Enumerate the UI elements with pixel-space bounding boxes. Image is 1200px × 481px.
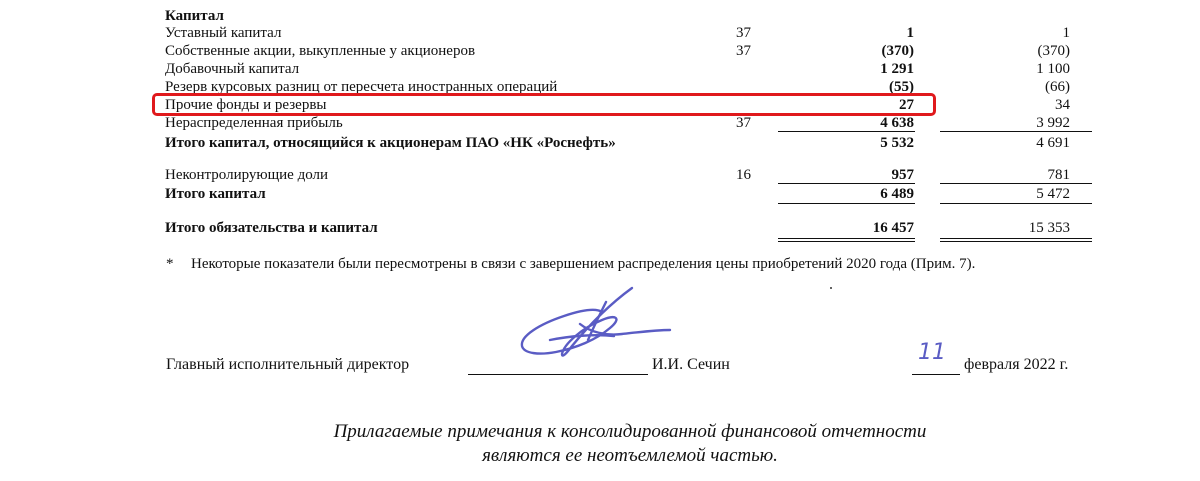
row-current-value: 27 [899, 97, 914, 113]
row-label: Итого капитал, относящийся к акционерам ПАО «НК «Роснефть» [165, 135, 616, 151]
row-label: Неконтролирующие доли [165, 167, 329, 183]
row-current-value: (55) [889, 79, 914, 95]
signature-icon [510, 284, 680, 364]
row-note: 37 [736, 43, 751, 59]
subtotal-rule-previous [940, 131, 1092, 132]
signatory-position: Главный исполнительный директор [166, 356, 410, 373]
row-note: 16 [736, 167, 751, 183]
row-current-value: 16 457 [872, 220, 914, 236]
row-previous-value: 781 [1047, 167, 1070, 183]
row-current-value: (370) [881, 43, 914, 59]
table-row [0, 219, 1200, 238]
signature-day: 11 [918, 340, 946, 365]
table-row [0, 24, 1200, 43]
row-previous-value: 34 [1055, 97, 1070, 113]
footnote-mark: * [166, 256, 174, 272]
footnote-text: Некоторые показатели были пересмотрены в связи с завершением распределения цены приобретений 2020 года (Прим. 7). [191, 256, 976, 272]
section-title-label: Капитал [165, 8, 224, 24]
row-previous-value: 1 100 [1036, 61, 1070, 77]
row-previous-value: (66) [1045, 79, 1070, 95]
total-rule-current [778, 183, 915, 184]
row-current-value: 6 489 [880, 186, 914, 202]
signature-blank-line [468, 374, 648, 375]
row-current-value: 957 [891, 167, 914, 183]
row-label: Собственные акции, выкупленные у акционеров [165, 43, 476, 59]
signature-date: февраля 2022 г. [964, 356, 1069, 373]
row-label: Уставный капитал [165, 25, 282, 41]
row-previous-value: 1 [1062, 25, 1070, 41]
row-note: 37 [736, 25, 751, 41]
row-previous-value: 3 992 [1036, 115, 1070, 131]
row-label: Итого обязательства и капитал [165, 220, 378, 236]
total-rule-under-current [778, 203, 915, 204]
table-row [0, 60, 1200, 79]
grand-total-rule-previous-2 [940, 241, 1092, 242]
row-previous-value: 4 691 [1036, 135, 1070, 151]
row-current-value: 1 [906, 25, 914, 41]
grand-total-rule-current-2 [778, 241, 915, 242]
grand-total-rule-current-1 [778, 238, 915, 239]
table-row [0, 42, 1200, 61]
highlight-box [152, 93, 936, 116]
row-label: Резерв курсовых разниц от пересчета иностранных операций [165, 79, 558, 95]
closing-note-line-1: Прилагаемые примечания к консолидированной финансовой отчетности [333, 421, 927, 442]
row-label: Прочие фонды и резервы [165, 97, 327, 113]
row-current-value: 4 638 [880, 115, 914, 131]
table-row [0, 134, 1200, 153]
row-previous-value: (370) [1037, 43, 1070, 59]
signatory-name: И.И. Сечин [652, 356, 730, 373]
closing-note-line-2: являются ее неотъемлемой частью. [482, 445, 778, 466]
row-label: Итого капитал [165, 186, 266, 202]
row-label: Нераспределенная прибыль [165, 115, 343, 131]
speck [830, 287, 832, 289]
row-label: Добавочный капитал [165, 61, 300, 77]
row-previous-value: 5 472 [1036, 186, 1070, 202]
total-rule-under-previous [940, 203, 1092, 204]
row-note: 37 [736, 115, 751, 131]
row-previous-value: 15 353 [1028, 220, 1070, 236]
row-current-value: 5 532 [880, 135, 914, 151]
date-blank-line [912, 374, 960, 375]
subtotal-rule-current [778, 131, 915, 132]
total-rule-previous [940, 183, 1092, 184]
row-current-value: 1 291 [880, 61, 914, 77]
grand-total-rule-previous-1 [940, 238, 1092, 239]
table-row [0, 185, 1200, 204]
